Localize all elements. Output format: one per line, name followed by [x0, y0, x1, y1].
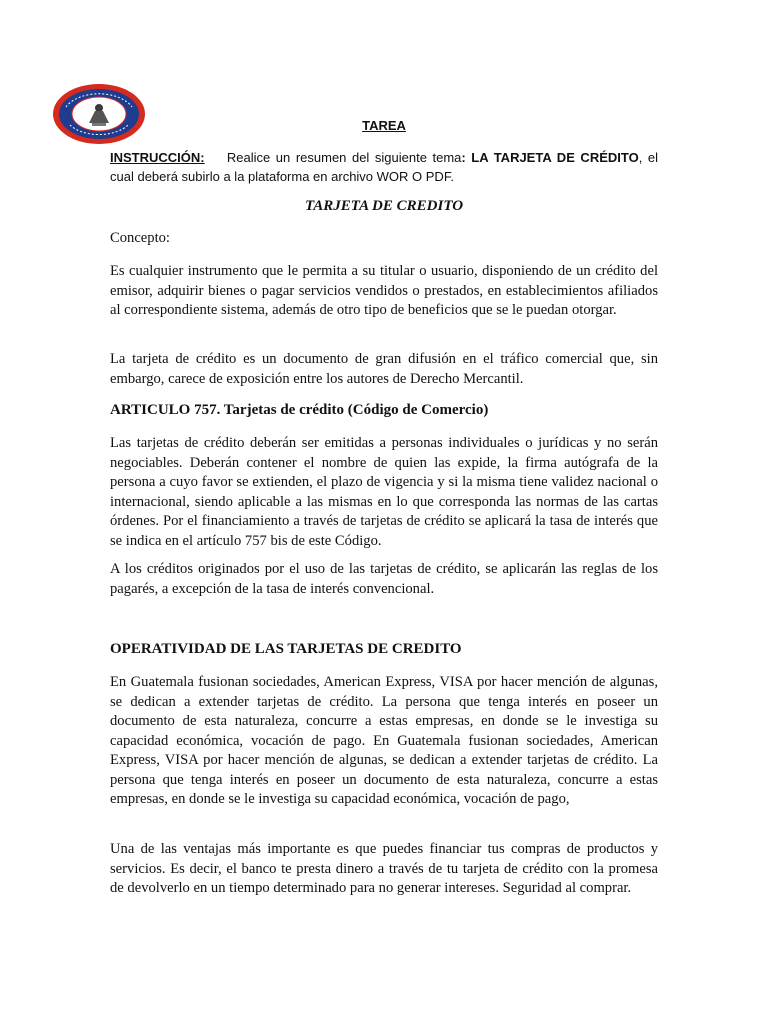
paragraph-pagares	[110, 560, 658, 599]
assignment-title: TAREA	[362, 118, 406, 133]
paragraph-concepto	[110, 262, 658, 321]
concepto-label: Concepto:	[110, 230, 170, 246]
paragraph-5: En Guatemala fusionan sociedades, American Express, VISA por hacer mención de algunas, se dedican a extender tarjetas de crédito. La persona que tenga interés en poseer un documento de esta naturaleza, concurre a estas empresas, en donde se le investiga su capacidad económica, vocación de pago. En Guatemala fusionan sociedades, American Express, VISA por hacer mención de algunas, se dedican a extender tarjetas de crédito. La persona que tenga interés en poseer un documento de esta naturaleza, concurre a estas empresas, en donde se le investiga su capacidad económica, vocación de pago,	[110, 674, 658, 807]
instruction-topic: : LA TARJETA DE CRÉDITO	[461, 150, 639, 165]
paragraph-4: A los créditos originados por el uso de las tarjetas de crédito, se aplicarán las reglas de los pagarés, a excepción de la tasa de interés convencional.	[110, 561, 658, 597]
instruction-paragraph	[110, 148, 658, 186]
paragraph-articulo	[110, 434, 658, 551]
paragraph-2: La tarjeta de crédito es un documento de gran difusión en el tráfico comercial que, sin embargo, carece de exposición entre los autores de Derecho Mercantil.	[110, 351, 658, 387]
instruction-text-1: Realice un resumen del siguiente tema	[226, 150, 462, 165]
articulo-heading: ARTICULO 757. Tarjetas de crédito (Código de Comercio)	[110, 402, 489, 418]
paragraph-3: Las tarjetas de crédito deberán ser emitidas a personas individuales o jurídicas y no serán negociables. Deberán contener el nombre de quien las expide, la firma autógrafa de la persona a cuyo favor se extienden, el plazo de vigencia y si la misma tiene validez nacional o internacional, siendo aplicable a las mismas en lo que corresponda las normas de las cartas órdenes. Por el financiamiento a través de tarjetas de crédito se aplicará la tasa de interés que se indica en el artículo 757 bis de este Código.	[110, 435, 658, 549]
university-seal-logo	[52, 83, 146, 145]
paragraph-operatividad	[110, 673, 658, 810]
operatividad-heading: OPERATIVIDAD DE LAS TARJETAS DE CREDITO	[110, 641, 462, 657]
instruction-label: INSTRUCCIÓN:	[110, 150, 205, 165]
instruction-text-2: , el cual deberá subirlo a la plataforma en archivo WOR O PDF.	[110, 150, 658, 184]
paragraph-difusion	[110, 350, 658, 389]
paragraph-1: Es cualquier instrumento que le permita a su titular o usuario, disponiendo de un crédito del emisor, adquirir bienes o pagar servicios vendidos o prestados, en establecimientos afiliados al correspondiente sistema, además de otro tipo de beneficios que se le puedan otorgar.	[110, 263, 658, 318]
paragraph-6: Una de las ventajas más importante es que puedes financiar tus compras de productos y servicios. Es decir, el banco te presta dinero a través de tu tarjeta de crédito con la promesa de devolverlo en un tiempo determinado para no generar intereses. Seguridad al comprar.	[110, 841, 658, 896]
paragraph-ventajas	[110, 840, 658, 899]
document-title: TARJETA DE CREDITO	[304, 198, 464, 214]
